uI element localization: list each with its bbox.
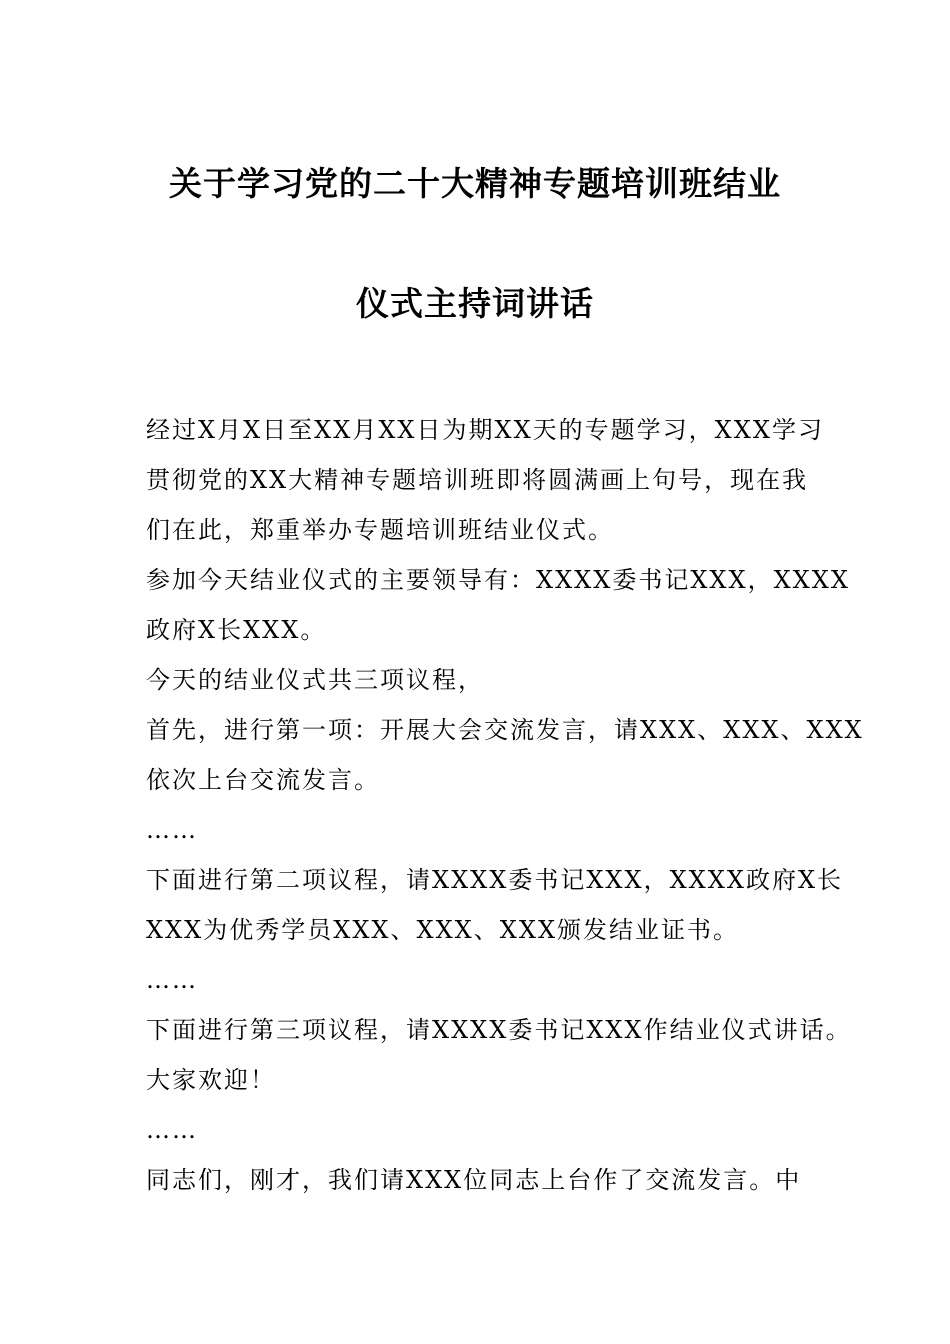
body-line: 贯彻党的XX大精神专题培训班即将圆满画上句号，现在我 [146,466,809,494]
body-line: 依次上台交流发言。 [146,766,380,794]
body-line: 大家欢迎！ [146,1066,276,1094]
body-line: 参加今天结业仪式的主要领导有：XXXX委书记XXX，XXXX [146,566,850,594]
body-line: 下面进行第三项议程，请XXXX委书记XXX作结业仪式讲话。 [146,1016,852,1044]
body-line: 政府X长XXX。 [146,616,327,644]
body-line: XXX为优秀学员XXX、XXX、XXX颁发结业证书。 [146,916,740,944]
body-line: 下面进行第二项议程，请XXXX委书记XXX，XXXX政府X长 [146,866,844,894]
body-line: 今天的结业仪式共三项议程， [146,666,484,694]
body-line: 们在此，郑重举办专题培训班结业仪式。 [146,516,614,544]
document-title-line-2: 仪式主持词讲话 [356,284,594,323]
body-line: 同志们，刚才，我们请XXX位同志上台作了交流发言。中 [146,1166,802,1194]
body-line: 经过X月X日至XX月XX日为期XX天的专题学习，XXX学习 [146,416,824,444]
document-title-line-1: 关于学习党的二十大精神专题培训班结业 [169,164,781,203]
ellipsis-line: …… [146,966,198,994]
ellipsis-line: …… [146,816,198,844]
ellipsis-line: …… [146,1116,198,1144]
body-line: 首先，进行第一项：开展大会交流发言，请XXX、XXX、XXX [146,716,864,744]
